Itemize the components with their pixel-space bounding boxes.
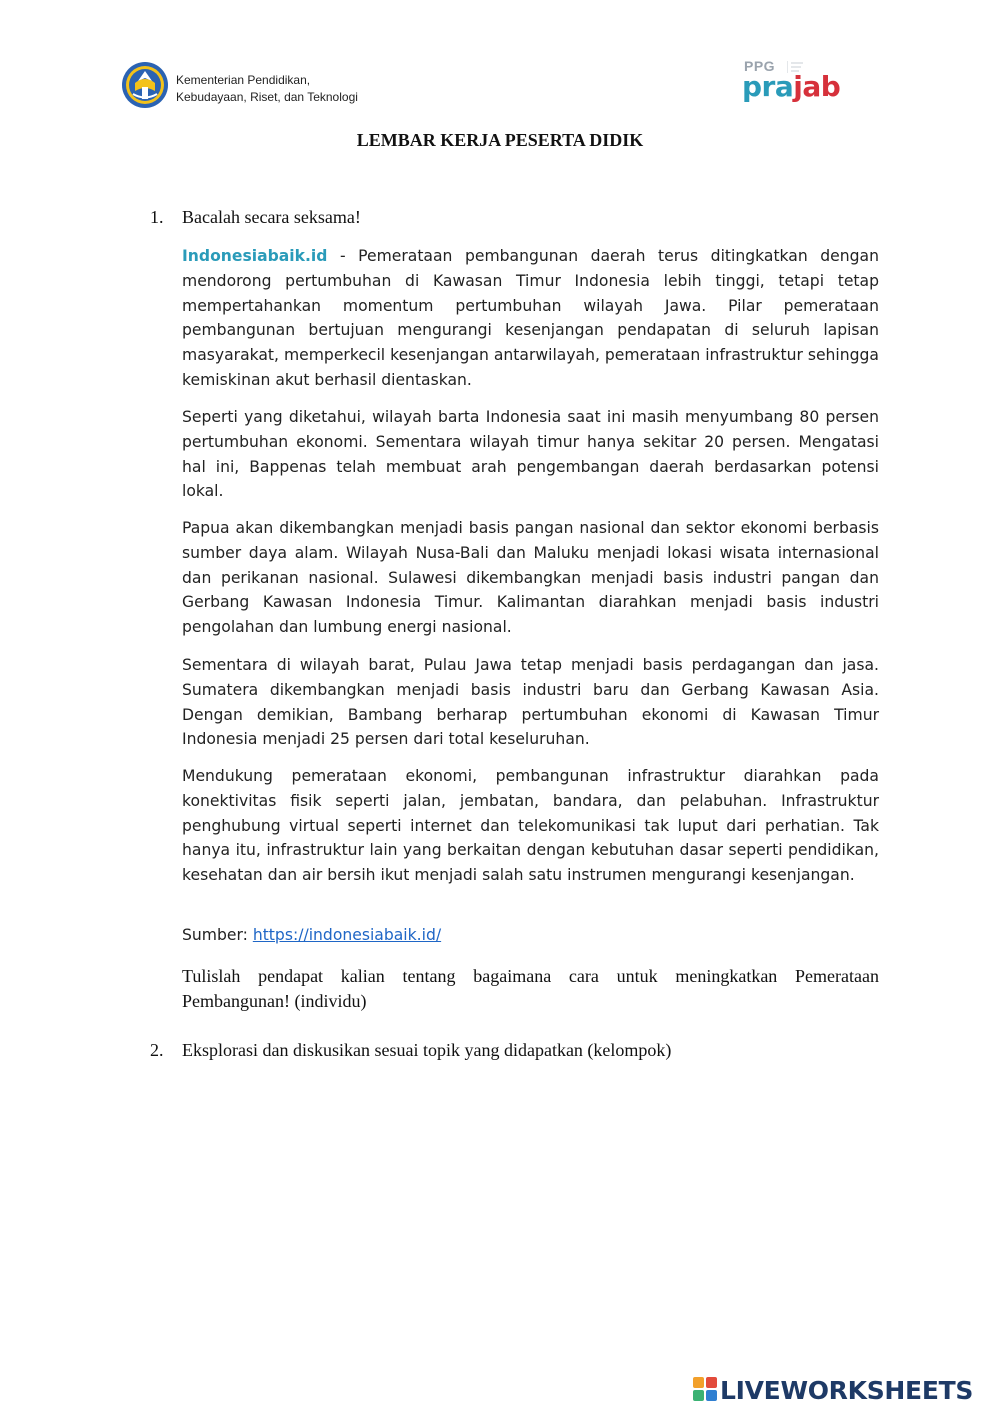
item-2-number: 2. — [150, 1040, 164, 1060]
ministry-name — [176, 72, 358, 106]
prajab-logo-part2: jab — [793, 70, 841, 103]
prajab-logo — [742, 70, 840, 103]
task-instruction: Tulislah pendapat kalian tentang bagaimana cara untuk meningkatkan Pemerataan Pembangunan! (individu) — [182, 966, 879, 1011]
paragraph-2: Seperti yang diketahui, wilayah barta Indonesia saat ini masih menyumbang 80 persen pertumbuhan ekonomi. Sementara wilayah timur hanya sekitar 20 persen. Mengatasi hal ini, Bappenas telah membuat arah pengembangan daerah berdasarkan potensi lokal. — [182, 408, 879, 501]
source-link[interactable]: https://indonesiabaik.id/ — [252, 926, 442, 944]
ppg-label: PPG — [744, 58, 776, 74]
paragraph-3: Papua akan dikembangkan menjadi basis pangan nasional dan sektor ekonomi berbasis sumber daya alam. Wilayah Nusa-Bali dan Maluku menjadi lokasi wisata internasional dan perikanan nasional. Sulawesi dikembangkan menjadi basis industri pangan dan Gerbang Kawasan Indonesia Timur. Kalimantan diarahkan menjadi basis industri pengolahan dan lumbung energi nasional. — [182, 519, 879, 637]
liveworksheets-brand-text: LIVEWORKSHEETS — [720, 1375, 974, 1405]
paragraph-1-text: - Pemerataan pembangunan daerah terus ditingkatkan dengan mendorong pertumbuhan di Kawasan Timur Indonesia lebih tinggi, tetapi tetap mempertahankan momentum pertumbuhan wilayah Jawa. Pilar pemerataan pembangunan bertujuan mengurangi kesenjangan pendapatan di seluruh lapisan masyarakat, memperkecil kesenjangan antarwilayah, pemerataan infrastruktur sehingga kemiskinan akut berhasil dientaskan. — [182, 247, 879, 389]
paragraph-1 — [182, 244, 879, 393]
item-1-heading: Bacalah secara seksama! — [182, 207, 361, 227]
tut-wuri-handayani-logo — [121, 61, 169, 109]
paragraph-5: Mendukung pemerataan ekonomi, pembangunan infrastruktur diarahkan pada konektivitas fisik seperti jalan, jembatan, bandara, dan pelabuhan. Infrastruktur penghubung virtual seperti internet dan telekomunikasi tak luput dari perhatian. Tak hanya itu, infrastruktur lain yang berkaitan dengan kebutuhan dasar seperti pendidikan, kesehatan dan air bersih ikut menjadi salah satu instrumen mengurangi kesenjangan. — [182, 767, 879, 885]
ministry-line-2: Kebudayaan, Riset, dan Teknologi — [176, 90, 358, 104]
source-label: Sumber: — [182, 926, 253, 944]
paragraph-4: Sementara di wilayah barat, Pulau Jawa tetap menjadi basis perdagangan dan jasa. Sumatera dikembangkan menjadi basis industri baru dan Gerbang Kawasan Asia. Dengan demikian, Bambang berharap pertumbuhan ekonomi di Kawasan Timur Indonesia menjadi 25 persen dari total keseluruhan. — [182, 656, 879, 749]
prajab-logo-part1: pra — [742, 70, 794, 103]
item-2-heading: Eksplorasi dan diskusikan sesuai topik yang didapatkan (kelompok) — [182, 1040, 672, 1060]
page-title: LEMBAR KERJA PESERTA DIDIK — [356, 130, 644, 150]
liveworksheets-brand[interactable] — [693, 1375, 973, 1405]
source-line — [182, 926, 441, 944]
source-name: Indonesiabaik.id — [182, 247, 328, 265]
ministry-line-1: Kementerian Pendidikan, — [176, 73, 311, 87]
item-1-number: 1. — [150, 207, 164, 227]
liveworksheets-logo-icon — [693, 1377, 717, 1403]
